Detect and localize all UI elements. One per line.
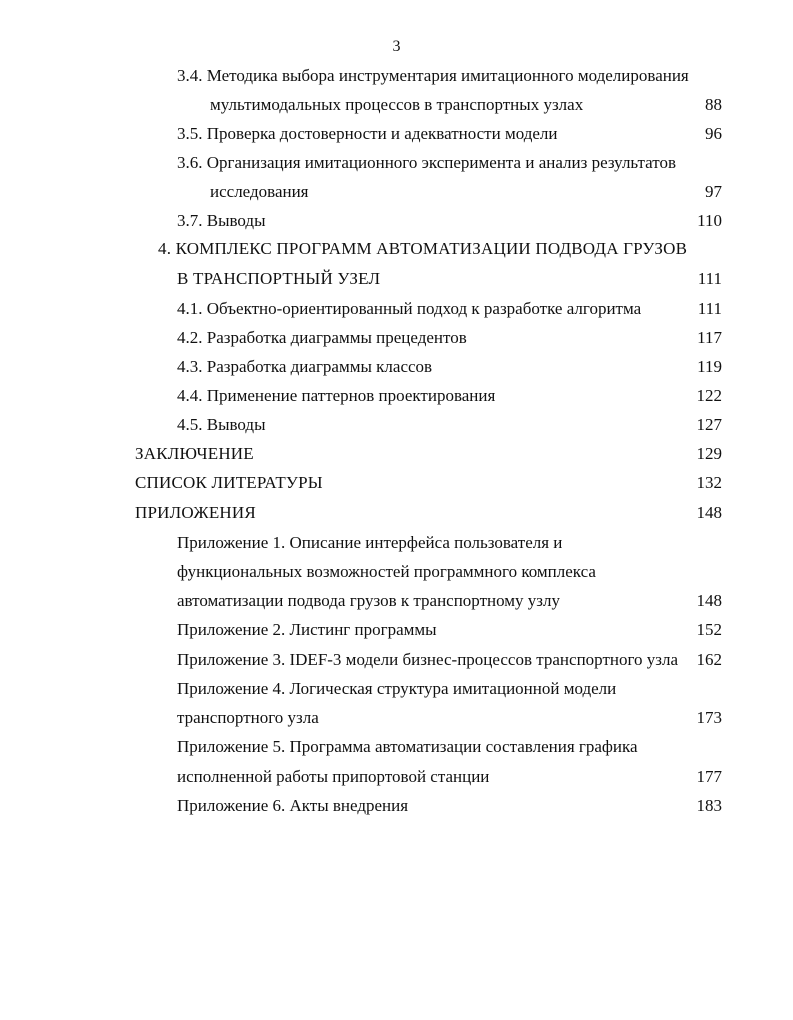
toc-line: 3.4. Методика выбора инструментария имитационного моделирования [177, 66, 689, 85]
toc-appendix-line: функциональных возможностей программного комплекса [177, 562, 596, 581]
toc-page-number: 96 [705, 124, 722, 143]
toc-appendix-line: Приложение 4. Логическая структура имитационной модели [177, 679, 617, 698]
toc-page-number: 111 [697, 269, 722, 288]
toc-page-number: 111 [697, 299, 722, 318]
toc-page-number: 110 [697, 211, 722, 230]
toc-appendix-line: Приложение 5. Программа автоматизации составления графика [177, 737, 638, 756]
toc-line: 4.3. Разработка диаграммы классов [177, 357, 433, 376]
toc-appendix-line: исполненной работы припортовой станции [177, 767, 490, 786]
toc-appendix-line: Приложение 6. Акты внедрения [177, 796, 409, 815]
toc-appendix-line: Приложение 2. Листинг программы [177, 620, 437, 639]
toc-page-number: 152 [696, 620, 722, 639]
toc-page-number: 88 [705, 95, 722, 114]
toc-chapter-line: В ТРАНСПОРТНЫЙ УЗЕЛ [177, 269, 381, 288]
toc-page-number: 183 [696, 796, 722, 815]
toc-line: 3.5. Проверка достоверности и адекватности модели [177, 124, 558, 143]
toc-page-number: 132 [696, 473, 722, 492]
toc-page-number: 117 [697, 328, 722, 347]
toc-page-number: 148 [696, 503, 722, 522]
toc-appendix-line: Приложение 3. IDEF-3 модели бизнес-процессов транспортного узла [177, 650, 679, 669]
toc-line: 4.4. Применение паттернов проектирования [177, 386, 496, 405]
toc-section-line: СПИСОК ЛИТЕРАТУРЫ [135, 473, 323, 492]
toc-line: 4.2. Разработка диаграммы прецедентов [177, 328, 467, 347]
toc-appendix-line: транспортного узла [177, 708, 319, 727]
toc-page-number: 129 [696, 444, 722, 463]
toc-section-line: ЗАКЛЮЧЕНИЕ [135, 444, 254, 463]
toc-page-number: 173 [696, 708, 722, 727]
toc-appendix-line: Приложение 1. Описание интерфейса пользователя и [177, 533, 563, 552]
toc-chapter-line: 4. КОМПЛЕКС ПРОГРАММ АВТОМАТИЗАЦИИ ПОДВОДА ГРУЗОВ [158, 239, 688, 258]
page-number: 3 [392, 38, 401, 55]
toc-line: 4.1. Объектно-ориентированный подход к разработке алгоритма [177, 299, 642, 318]
toc-line: мультимодальных процессов в транспортных узлах [210, 95, 584, 114]
toc-page-number: 122 [696, 386, 722, 405]
toc-line: 3.7. Выводы [177, 211, 266, 230]
toc-page-number: 119 [697, 357, 722, 376]
toc-appendix-line: автоматизации подвода грузов к транспортному узлу [177, 591, 560, 610]
toc-page-number: 177 [696, 767, 722, 786]
toc-line: исследования [210, 182, 309, 201]
toc-section-line: ПРИЛОЖЕНИЯ [135, 503, 256, 522]
toc-page-number: 97 [705, 182, 722, 201]
toc-page-number: 162 [696, 650, 722, 669]
toc-page-number: 148 [696, 591, 722, 610]
toc-line: 4.5. Выводы [177, 415, 266, 434]
toc-page-number: 127 [696, 415, 722, 434]
toc-line: 3.6. Организация имитационного эксперимента и анализ результатов [177, 153, 677, 172]
